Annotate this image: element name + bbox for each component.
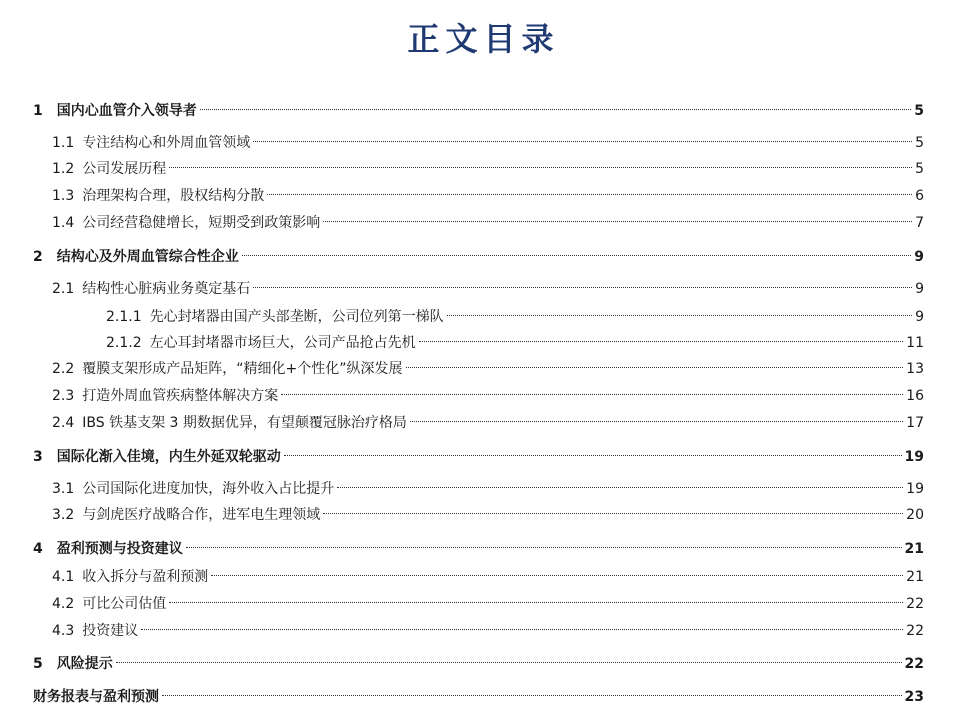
- toc-leader-dots: [186, 547, 902, 548]
- toc-entry-text: IBS 铁基支架 3 期数据优异，有望颠覆冠脉治疗格局: [82, 415, 407, 431]
- toc-leader-dots: [323, 221, 912, 222]
- toc-entry-number: 2.3: [52, 388, 75, 404]
- toc-leader-dots: [410, 421, 903, 422]
- toc-entry-text: 结构性心脏病业务奠定基石: [82, 281, 251, 297]
- toc-entry-text: 打造外周血管疾病整体解决方案: [82, 388, 279, 404]
- toc-entry[interactable]: [52, 476, 924, 502]
- toc-entry[interactable]: [52, 156, 924, 182]
- toc-entry-text: 可比公司估值: [82, 596, 167, 612]
- toc-entry-label: [52, 383, 278, 409]
- toc-entry-label: [106, 330, 416, 356]
- toc-entry-page: 5: [915, 161, 924, 177]
- toc-entry-text: 国内心血管介入领导者: [56, 103, 197, 119]
- toc-entry[interactable]: [33, 651, 924, 677]
- toc-entry-text: 左心耳封堵器市场巨大，公司产品抢占先机: [149, 335, 416, 351]
- toc-entry-text: 收入拆分与盈利预测: [82, 569, 209, 585]
- toc-entry-number: 2.4: [52, 415, 75, 431]
- toc-entry[interactable]: [52, 210, 924, 236]
- toc-leader-dots: [337, 487, 903, 488]
- toc-entry-number: 1.4: [52, 215, 75, 231]
- toc-leader-dots: [253, 287, 912, 288]
- toc-entry[interactable]: [52, 183, 924, 209]
- toc-entry-page: 22: [906, 623, 924, 639]
- toc-entry-label: [52, 618, 138, 644]
- toc-entry[interactable]: [33, 444, 924, 470]
- toc-entry-number: 4: [33, 541, 43, 557]
- toc-entry-text: 投资建议: [82, 623, 139, 639]
- toc-entry[interactable]: [52, 591, 924, 617]
- toc-entry-label: [52, 564, 208, 590]
- toc-entry-number: 2.1.2: [106, 335, 142, 351]
- toc-entry-number: 4.1: [52, 569, 75, 585]
- toc-entry[interactable]: [33, 536, 924, 562]
- page-title: 正文目录: [407, 20, 560, 58]
- toc-entry-page: 17: [906, 415, 924, 431]
- toc-leader-dots: [419, 341, 904, 342]
- toc-entry[interactable]: [106, 304, 924, 330]
- toc-entry-page: 21: [904, 541, 924, 557]
- toc-leader-dots: [267, 194, 912, 195]
- toc-entry[interactable]: [52, 276, 924, 302]
- toc-entry-page: 21: [906, 569, 924, 585]
- toc-entry[interactable]: [52, 130, 924, 156]
- toc-entry-text: 先心封堵器由国产头部垄断，公司位列第一梯队: [149, 309, 444, 325]
- toc-entry[interactable]: [52, 410, 924, 436]
- toc-leader-dots: [162, 695, 902, 696]
- toc-entry-label: [52, 210, 320, 236]
- toc-entry-label: [106, 304, 444, 330]
- toc-entry-number: 5: [33, 656, 43, 672]
- toc-entry-label: [33, 244, 239, 270]
- toc-leader-dots: [284, 455, 902, 456]
- toc-entry-page: 11: [906, 335, 924, 351]
- toc-entry-number: 4.2: [52, 596, 75, 612]
- toc-entry-label: [52, 276, 250, 302]
- toc-entry-text: 与剑虎医疗战略合作，进军电生理领域: [82, 507, 321, 523]
- toc-entry-page: 19: [904, 449, 924, 465]
- toc-leader-dots: [242, 255, 912, 256]
- toc-entry-label: [52, 410, 407, 436]
- toc-leader-dots: [447, 315, 912, 316]
- toc-entry-page: 22: [906, 596, 924, 612]
- toc-entry-number: 3: [33, 449, 43, 465]
- toc-entry-label: [33, 684, 159, 710]
- toc-entry-label: [52, 183, 264, 209]
- toc-entry-text: 专注结构心和外周血管领域: [82, 135, 251, 151]
- toc-entry[interactable]: [33, 98, 924, 124]
- toc-entry[interactable]: [33, 684, 924, 710]
- toc-entry[interactable]: [52, 618, 924, 644]
- toc-leader-dots: [323, 513, 903, 514]
- toc-entry-text: 治理架构合理，股权结构分散: [82, 188, 265, 204]
- toc-entry[interactable]: [52, 564, 924, 590]
- toc-entry-label: [52, 476, 334, 502]
- toc-entry-page: 9: [914, 249, 924, 265]
- toc-entry-page: 7: [915, 215, 924, 231]
- toc-entry-label: [52, 156, 166, 182]
- toc-entry[interactable]: [33, 244, 924, 270]
- toc-entry[interactable]: [52, 356, 924, 382]
- toc-entry-text: 财务报表与盈利预测: [33, 689, 159, 705]
- toc-entry-page: 22: [904, 656, 924, 672]
- toc-leader-dots: [253, 141, 912, 142]
- toc-entry-page: 19: [906, 481, 924, 497]
- toc-entry-label: [52, 591, 166, 617]
- toc-entry-label: [52, 356, 403, 382]
- toc-entry-label: [33, 444, 281, 470]
- toc-entry-number: 1.1: [52, 135, 75, 151]
- toc-entry[interactable]: [106, 330, 924, 356]
- toc-entry-text: 风险提示: [56, 656, 113, 672]
- toc-leader-dots: [169, 167, 912, 168]
- toc-entry-number: 2.2: [52, 361, 75, 377]
- toc-entry-page: 13: [906, 361, 924, 377]
- toc-entry[interactable]: [52, 502, 924, 528]
- toc-entry-label: [52, 130, 250, 156]
- toc-leader-dots: [116, 662, 902, 663]
- toc-entry-label: [33, 98, 197, 124]
- toc-entry-number: 1: [33, 103, 43, 119]
- toc-entry-page: 5: [914, 103, 924, 119]
- toc-leader-dots: [211, 575, 903, 576]
- toc-leader-dots: [281, 394, 903, 395]
- toc-leader-dots: [141, 629, 903, 630]
- toc-entry-text: 公司国际化进度加快，海外收入占比提升: [82, 481, 335, 497]
- toc-entry-page: 5: [915, 135, 924, 151]
- toc-entry[interactable]: [52, 383, 924, 409]
- toc-entry-label: [33, 651, 113, 677]
- toc-entry-page: 20: [906, 507, 924, 523]
- toc-entry-page: 9: [915, 281, 924, 297]
- toc-entry-text: 公司经营稳健增长，短期受到政策影响: [82, 215, 321, 231]
- toc-entry-text: 公司发展历程: [82, 161, 167, 177]
- toc-entry-number: 4.3: [52, 623, 75, 639]
- toc-entry-text: 覆膜支架形成产品矩阵，“精细化+个性化”纵深发展: [82, 361, 403, 377]
- toc-leader-dots: [406, 367, 904, 368]
- toc-entry-label: [52, 502, 320, 528]
- toc-entry-number: 2: [33, 249, 43, 265]
- toc-entry-number: 2.1.1: [106, 309, 142, 325]
- toc-entry-page: 6: [915, 188, 924, 204]
- toc-entry-number: 3.2: [52, 507, 75, 523]
- toc-entry-number: 1.2: [52, 161, 75, 177]
- toc-entry-number: 1.3: [52, 188, 75, 204]
- toc-leader-dots: [169, 602, 903, 603]
- toc-entry-number: 2.1: [52, 281, 75, 297]
- toc-entry-text: 国际化渐入佳境，内生外延双轮驱动: [56, 449, 281, 465]
- toc-entry-text: 结构心及外周血管综合性企业: [56, 249, 239, 265]
- toc-leader-dots: [200, 109, 912, 110]
- toc-entry-page: 16: [906, 388, 924, 404]
- toc-entry-page: 9: [915, 309, 924, 325]
- toc-entry-text: 盈利预测与投资建议: [56, 541, 183, 557]
- toc-entry-page: 23: [904, 689, 924, 705]
- toc-entry-label: [33, 536, 183, 562]
- toc-entry-number: 3.1: [52, 481, 75, 497]
